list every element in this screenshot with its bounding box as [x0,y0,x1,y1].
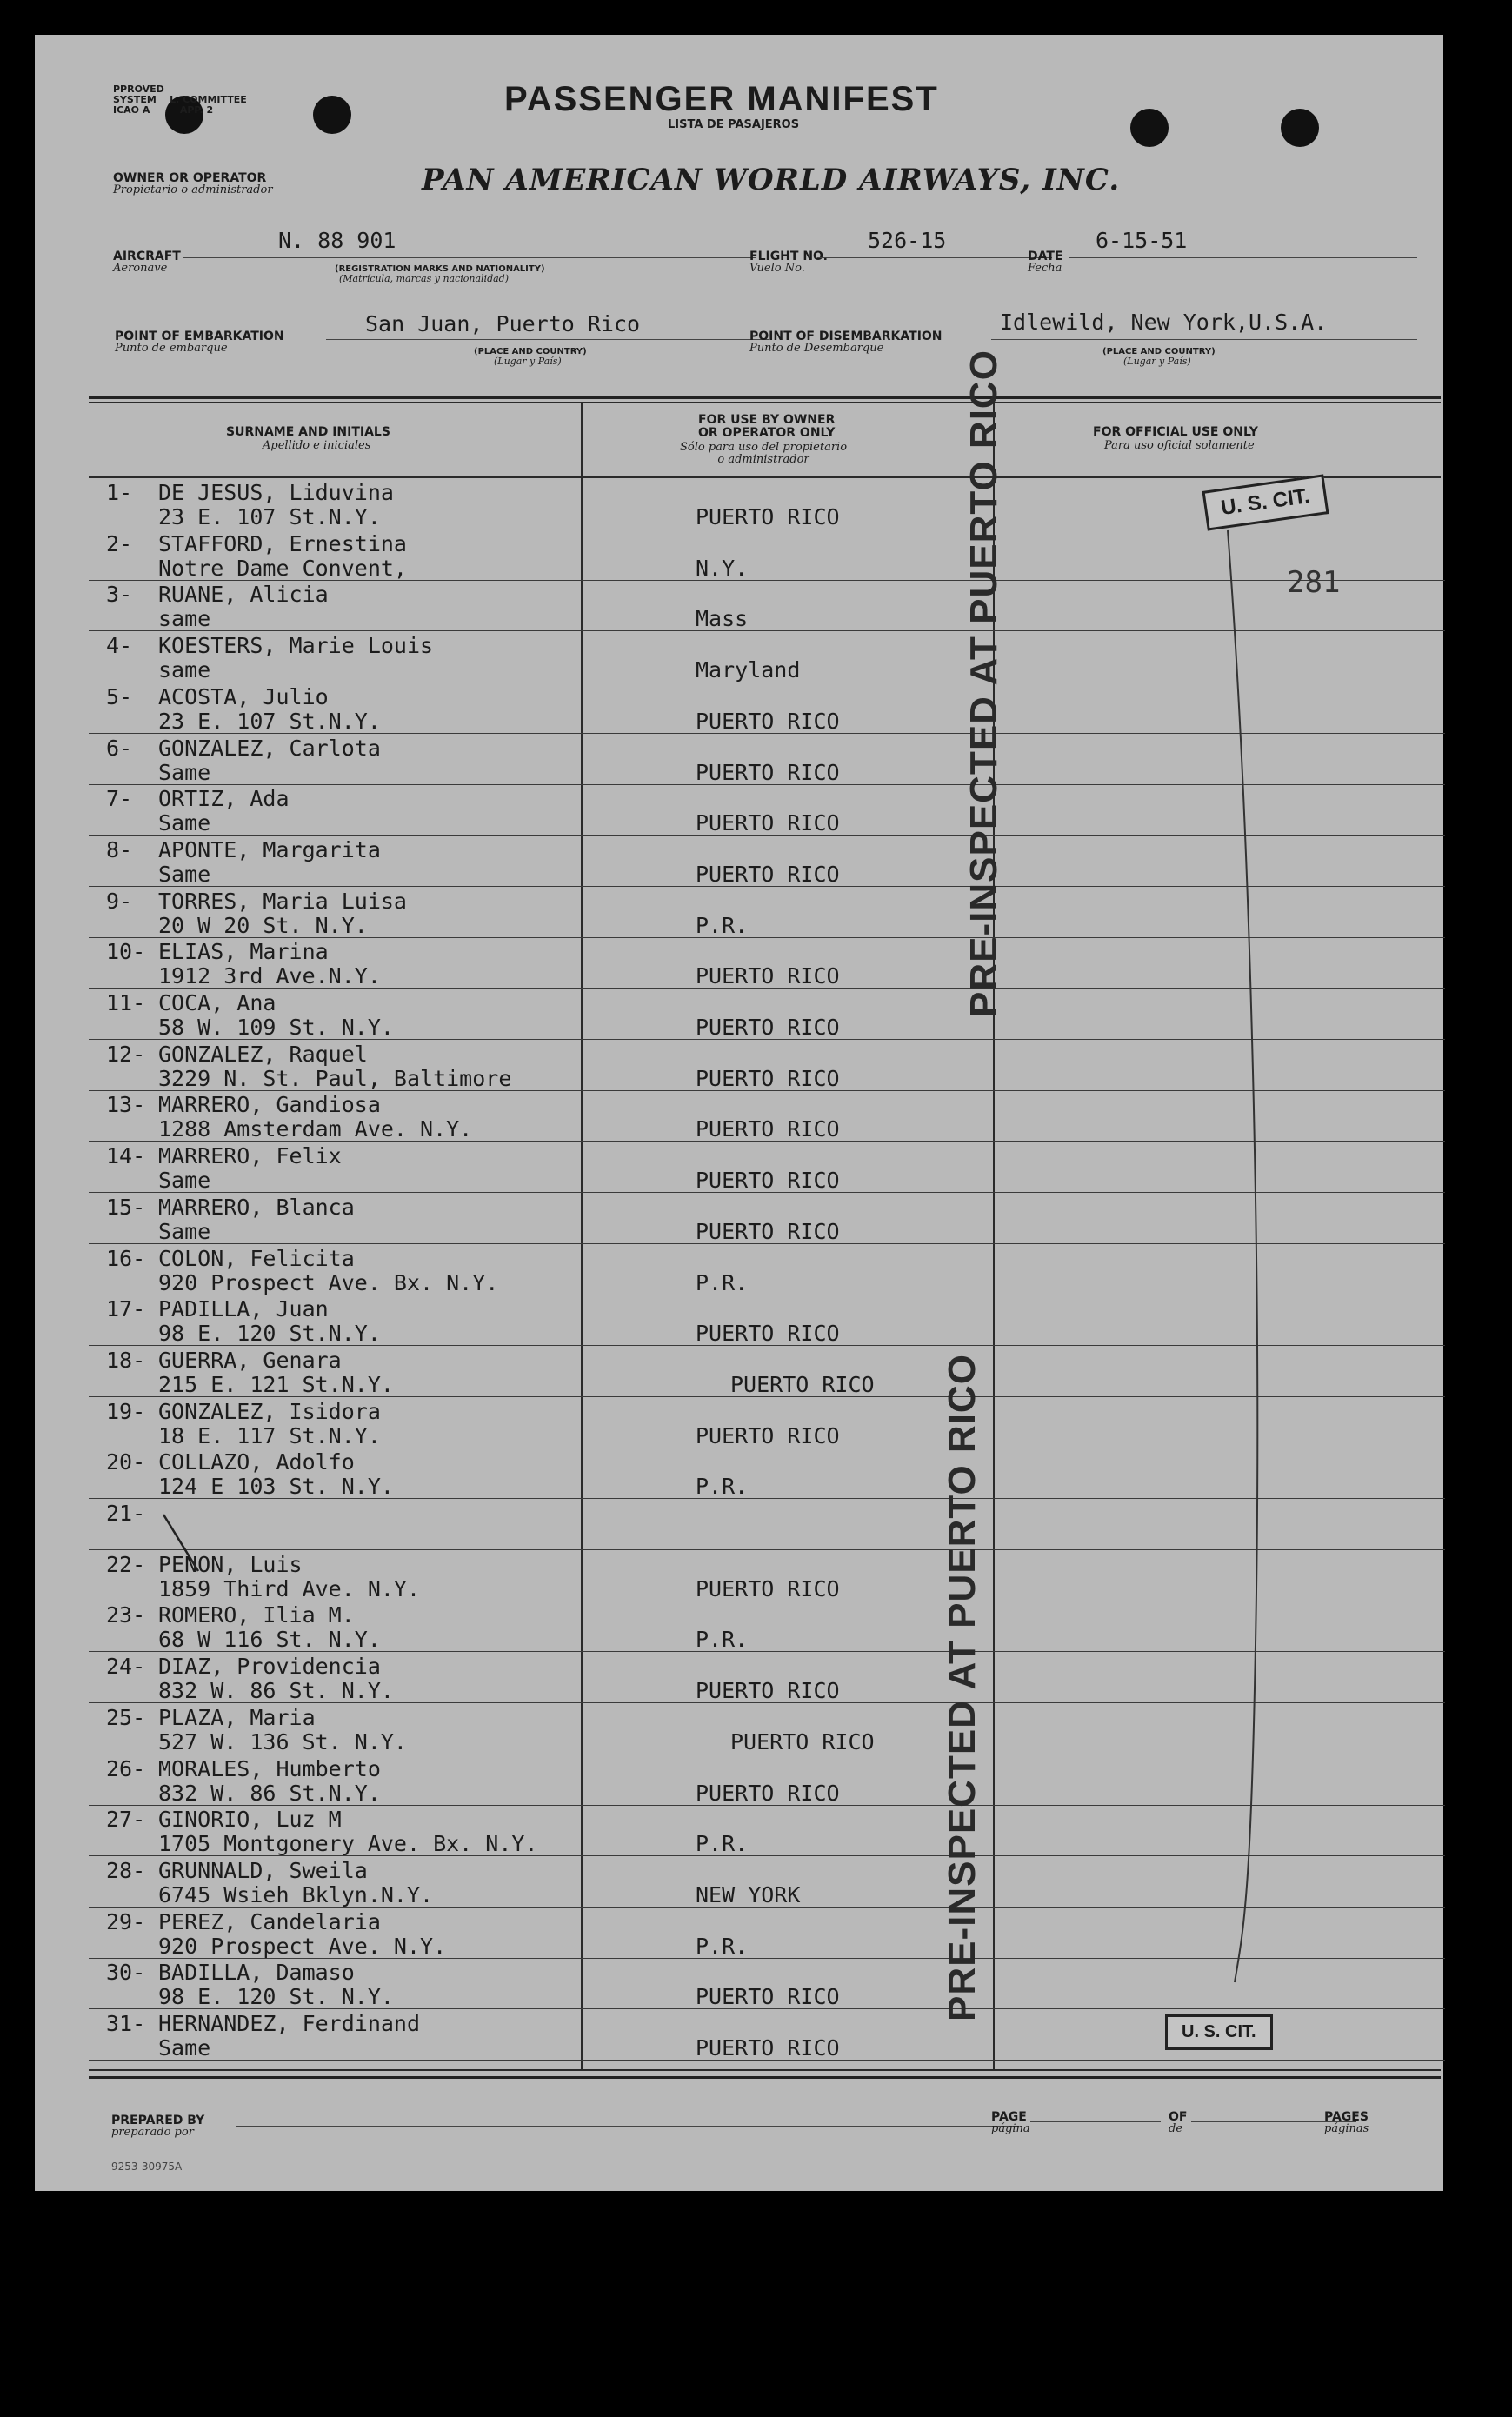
passenger-destination: PUERTO RICO [696,759,840,785]
punch-hole [1281,109,1319,147]
passenger-address: 920 Prospect Ave. N.Y. [158,1933,447,1959]
passenger-number: 25- [106,1704,146,1730]
passenger-destination: PUERTO RICO [696,963,840,989]
passenger-number: 7- [106,786,133,812]
passenger-destination: PUERTO RICO [696,1575,840,1601]
passenger-name: GONZALEZ, Carlota [158,735,381,761]
passenger-name: MARRERO, Felix [158,1143,342,1169]
passenger-destination: N.Y. [696,555,749,581]
flight-underline [817,257,1052,258]
column-header-surname-es: Apellido e iniciales [263,439,371,452]
passenger-address: 1912 3rd Ave.N.Y. [158,963,381,989]
aircraft-underline [183,257,756,258]
date-underline [1069,257,1417,258]
passenger-address: 58 W. 109 St. N.Y. [158,1015,394,1040]
page-title: PASSENGER MANIFEST [504,80,939,118]
passenger-address: 832 W. 86 St.N.Y. [158,1780,381,1806]
row21-pencil-mark [159,1510,229,1580]
passenger-number: 10- [106,939,146,965]
passenger-number: 20- [106,1449,146,1475]
flight-label-es: Vuelo No. [749,262,805,275]
embark-underline [326,339,769,340]
of-label: OF [1169,2110,1188,2124]
passenger-name: PENON, Luis [158,1551,303,1577]
passenger-number: 9- [106,888,133,914]
owner-label-es: Propietario o administrador [113,183,273,196]
official-pencil-line [1217,504,1287,2000]
passenger-address: 124 E 103 St. N.Y. [158,1474,394,1500]
passenger-destination: PUERTO RICO [730,1728,875,1754]
passenger-name: RUANE, Alicia [158,582,329,608]
passenger-destination: Maryland [696,657,801,683]
passenger-destination: P.R. [696,1627,749,1653]
passenger-destination: PUERTO RICO [696,1321,840,1347]
prepared-by-line [236,2126,1019,2127]
form-code: 9253-30975A [111,2161,183,2173]
passenger-number: 15- [106,1194,146,1220]
pages-label-es: páginas [1324,2122,1369,2135]
passenger-name: MORALES, Humberto [158,1755,381,1781]
table-top-rule [89,396,1441,399]
row-rule [89,2060,1445,2061]
passenger-address: 832 W. 86 St. N.Y. [158,1678,394,1704]
date-value: 6-15-51 [1096,228,1188,253]
passenger-name: BADILLA, Damaso [158,1960,355,1986]
passenger-number: 1- [106,480,133,505]
passenger-number: 22- [106,1551,146,1577]
page-label-es: página [991,2122,1030,2135]
passenger-address: Same [158,1168,211,1194]
passenger-address: same [158,606,211,632]
passenger-address: 3229 N. St. Paul, Baltimore [158,1065,512,1091]
column-header-official-es: Para uso oficial solamente [1104,439,1255,452]
page-label: PAGE [991,2110,1027,2124]
passenger-destination: PUERTO RICO [696,1984,840,2010]
table-top-rule-2 [89,402,1441,403]
passenger-destination: P.R. [696,1474,749,1500]
passenger-destination: PUERTO RICO [696,1218,840,1244]
embark-place-note-es: (Lugar y País) [494,356,562,367]
us-citizen-stamp-bottom: U. S. CIT. [1165,2014,1273,2050]
passenger-name: ACOSTA, Julio [158,683,329,709]
passenger-number: 5- [106,683,133,709]
passenger-destination: PUERTO RICO [696,1116,840,1142]
passenger-number: 26- [106,1755,146,1781]
table-bottom-rule [89,2069,1441,2071]
passenger-address: 1705 Montgonery Ave. Bx. N.Y. [158,1831,538,1857]
passenger-destination: P.R. [696,1831,749,1857]
passenger-address: 6745 Wsieh Bklyn.N.Y. [158,1881,434,1908]
passenger-number: 21- [106,1501,146,1526]
disembark-place-note-es: (Lugar y País) [1123,356,1191,367]
passenger-address: 98 E. 120 St. N.Y. [158,1984,394,2010]
passenger-destination: PUERTO RICO [696,1065,840,1091]
disembark-label: POINT OF DISEMBARKATION [749,330,943,343]
aircraft-value: N. 88 901 [278,228,396,253]
passenger-destination: PUERTO RICO [696,1780,840,1806]
passenger-destination: PUERTO RICO [696,1422,840,1448]
passenger-number: 8- [106,836,133,862]
passenger-name: GINORIO, Luz M [158,1807,342,1833]
column-header-owner: FOR USE BY OWNER OR OPERATOR ONLY [698,413,836,440]
passenger-number: 18- [106,1347,146,1373]
passenger-number: 4- [106,633,133,659]
passenger-number: 14- [106,1143,146,1169]
embark-label: POINT OF EMBARKATION [115,330,284,343]
passenger-address: 527 W. 136 St. N.Y. [158,1728,407,1754]
passenger-name: MARRERO, Gandiosa [158,1092,381,1118]
passenger-destination: PUERTO RICO [696,2035,840,2061]
passenger-address: 1288 Amsterdam Ave. N.Y. [158,1116,473,1142]
passenger-number: 2- [106,530,133,556]
passenger-name: PLAZA, Maria [158,1704,316,1730]
preinspected-stamp-top: PRE-INSPECTED AT PUERTO RICO [962,350,1005,1017]
prepared-by-label-es: preparado por [111,2126,194,2139]
passenger-address: 68 W 116 St. N.Y. [158,1627,381,1653]
passenger-name: TORRES, Maria Luisa [158,888,407,914]
passenger-number: 31- [106,2011,146,2036]
passenger-address: Same [158,2035,211,2061]
passenger-destination: PUERTO RICO [696,810,840,836]
passenger-address: 23 E. 107 St.N.Y. [158,708,381,734]
embark-label-es: Punto de embarque [115,342,228,355]
manifest-sheet [35,35,1443,2191]
passenger-address: 1859 Third Ave. N.Y. [158,1575,421,1601]
flight-label: FLIGHT NO. [749,250,828,263]
passenger-number: 12- [106,1041,146,1067]
of-label-es: de [1169,2122,1183,2135]
pages-label: PAGES [1324,2110,1369,2124]
punch-hole [1130,109,1169,147]
passenger-address: 20 W 20 St. N.Y. [158,912,368,938]
passenger-number: 29- [106,1908,146,1934]
passenger-name: DIAZ, Providencia [158,1654,381,1680]
column-header-owner-es: Sólo para uso del propietario o administrador [680,441,848,466]
passenger-number: 30- [106,1960,146,1986]
embark-place-note: (PLACE AND COUNTRY) [474,347,587,356]
passenger-number: 17- [106,1296,146,1322]
passenger-destination: P.R. [696,912,749,938]
punch-hole [313,96,351,134]
column-header-official: FOR OFFICIAL USE ONLY [1093,425,1258,439]
passenger-destination: P.R. [696,1269,749,1295]
passenger-number: 23- [106,1602,146,1628]
passenger-destination: PUERTO RICO [696,861,840,887]
passenger-name: ROMERO, Ilia M. [158,1602,355,1628]
passenger-number: 16- [106,1245,146,1271]
passenger-number: 24- [106,1654,146,1680]
passenger-name: ORTIZ, Ada [158,786,290,812]
passenger-name: PADILLA, Juan [158,1296,329,1322]
us-citizen-stamp-top: U. S. CIT. [1202,474,1329,530]
column-header-surname: SURNAME AND INITIALS [226,425,390,439]
disembark-underline [991,339,1417,340]
passenger-destination: Mass [696,606,749,632]
passenger-number: 28- [106,1857,146,1883]
passenger-name: DE JESUS, Liduvina [158,480,394,505]
passenger-destination: PUERTO RICO [696,1678,840,1704]
passenger-address: Same [158,1218,211,1244]
aircraft-label: AIRCRAFT [113,250,181,263]
passenger-number: 6- [106,735,133,761]
approval-note: PPROVED SYSTEM L. COMMITTEE ICAO A APP. 2 [113,83,247,116]
passenger-address: Notre Dame Convent, [158,555,407,581]
passenger-destination: PUERTO RICO [696,1015,840,1040]
date-label-es: Fecha [1028,262,1062,275]
passenger-name: MARRERO, Blanca [158,1194,355,1220]
passenger-destination: PUERTO RICO [730,1371,875,1397]
passenger-number: 19- [106,1398,146,1424]
passenger-address: 920 Prospect Ave. Bx. N.Y. [158,1269,499,1295]
flight-value: 526-15 [868,228,947,253]
passenger-address: Same [158,759,211,785]
page-line [1030,2121,1161,2122]
date-label: DATE [1028,250,1063,263]
passenger-destination: NEW YORK [696,1881,801,1908]
passenger-address: 18 E. 117 St.N.Y. [158,1422,381,1448]
passenger-address: 23 E. 107 St.N.Y. [158,504,381,529]
passenger-number: 13- [106,1092,146,1118]
passenger-address: same [158,657,211,683]
passenger-number: 27- [106,1807,146,1833]
passenger-name: GRUNNALD, Sweila [158,1857,368,1883]
passenger-name: ELIAS, Marina [158,939,329,965]
passenger-name: KOESTERS, Marie Louis [158,633,434,659]
official-number: 281 [1287,565,1341,600]
owner-label: OWNER OR OPERATOR [113,171,267,185]
passenger-name: GONZALEZ, Raquel [158,1041,368,1067]
preinspected-stamp-bottom: PRE-INSPECTED AT PUERTO RICO [941,1354,983,2021]
passenger-destination: PUERTO RICO [696,708,840,734]
table-bottom-rule-2 [89,2076,1441,2079]
passenger-name: COCA, Ana [158,990,276,1015]
passenger-name: STAFFORD, Ernestina [158,530,407,556]
registration-note: (REGISTRATION MARKS AND NATIONALITY) [335,264,545,274]
passenger-name: APONTE, Margarita [158,836,381,862]
passenger-address: Same [158,861,211,887]
passenger-name: GONZALEZ, Isidora [158,1398,381,1424]
registration-note-es: (Matrícula, marcas y nacionalidad) [339,273,509,284]
page-subtitle: LISTA DE PASAJEROS [668,118,800,131]
disembark-place-note: (PLACE AND COUNTRY) [1102,347,1216,356]
passenger-name: COLON, Felicita [158,1245,355,1271]
passenger-name: COLLAZO, Adolfo [158,1449,355,1475]
passenger-address: Same [158,810,211,836]
passenger-name: GUERRA, Genara [158,1347,342,1373]
embark-value: San Juan, Puerto Rico [365,311,641,336]
passenger-name: HERNANDEZ, Ferdinand [158,2011,421,2036]
disembark-value: Idlewild, New York,U.S.A. [1000,310,1328,335]
prepared-by-label: PREPARED BY [111,2114,205,2127]
owner-value: PAN AMERICAN WORLD AIRWAYS, INC. [422,163,1121,197]
passenger-address: 98 E. 120 St.N.Y. [158,1321,381,1347]
passenger-address: 215 E. 121 St.N.Y. [158,1371,394,1397]
passenger-name: PEREZ, Candelaria [158,1908,381,1934]
passenger-number: 3- [106,582,133,608]
passenger-number: 11- [106,990,146,1015]
aircraft-label-es: Aeronave [113,262,168,275]
disembark-label-es: Punto de Desembarque [749,342,884,355]
passenger-destination: P.R. [696,1933,749,1959]
passenger-destination: PUERTO RICO [696,504,840,529]
passenger-destination: PUERTO RICO [696,1168,840,1194]
